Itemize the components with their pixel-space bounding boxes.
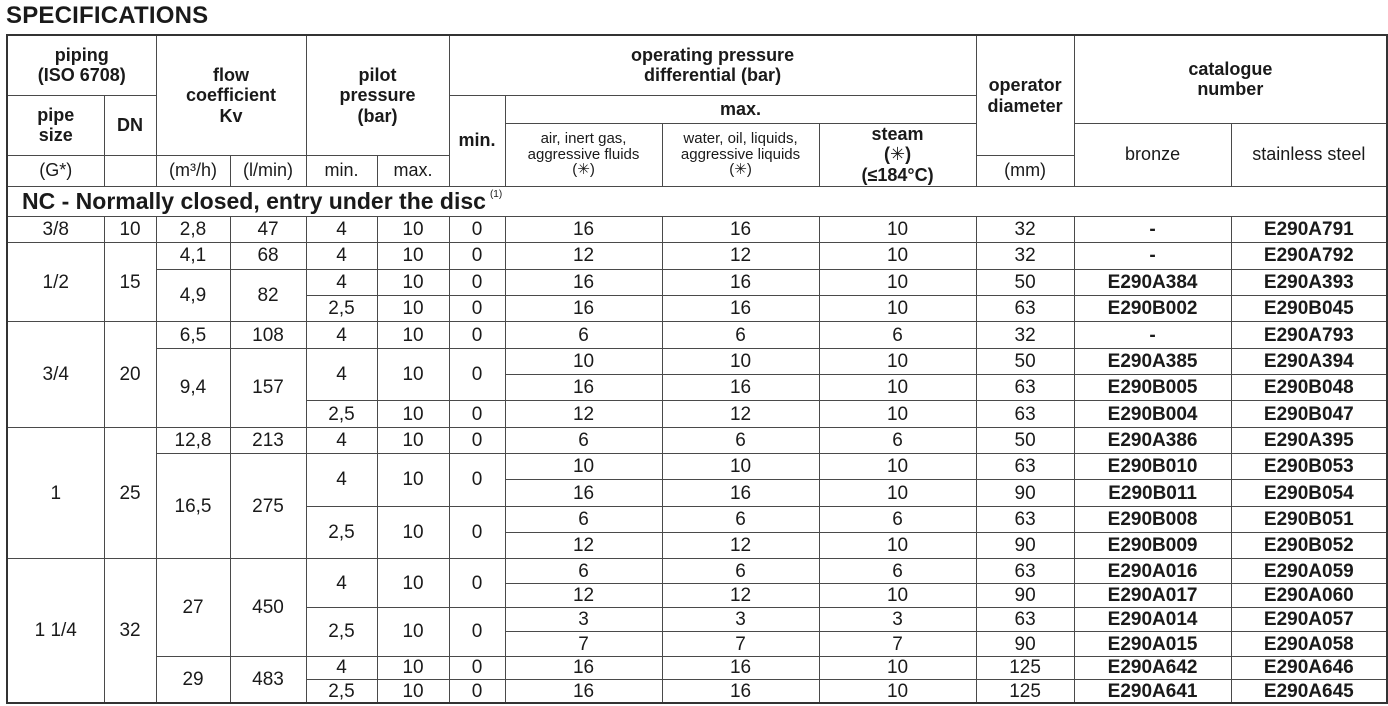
steam-header: [819, 123, 976, 186]
flow-m3h-cell: 9,4: [156, 348, 230, 427]
pilot-label-1: pilot: [358, 64, 397, 85]
pilot-label-2: pressure: [339, 85, 416, 106]
opd-min-cell: 0: [449, 454, 505, 507]
max-water-cell: 6: [662, 559, 819, 583]
pilot-min-cell: 2,5: [306, 296, 377, 322]
max-air-cell: 12: [505, 533, 662, 559]
operator-diameter-cell: 50: [976, 348, 1074, 374]
unit-m3h: (m³/h): [156, 156, 230, 186]
flow-m3h-cell: 4,1: [156, 243, 230, 269]
max-steam-cell: 6: [819, 427, 976, 453]
flow-label-1: flow: [213, 64, 250, 85]
max-steam-cell: 10: [819, 656, 976, 679]
cat-stainless-cell: E290A057: [1231, 608, 1387, 632]
unit-lmin: (l/min): [230, 156, 306, 186]
flow-m3h-cell: 12,8: [156, 427, 230, 453]
pilot-min-cell: 4: [306, 216, 377, 242]
operator-diameter-cell: 90: [976, 583, 1074, 607]
dn-cell: 10: [104, 216, 156, 242]
operator-diameter-cell: 90: [976, 533, 1074, 559]
max-steam-cell: 10: [819, 401, 976, 427]
flow-m3h-cell: 29: [156, 656, 230, 703]
piping-header: [7, 35, 156, 95]
max-water-cell: 16: [662, 296, 819, 322]
table-row: [7, 656, 1387, 679]
max-steam-cell: 6: [819, 322, 976, 348]
max-steam-cell: 10: [819, 348, 976, 374]
cat-bronze-cell: E290B010: [1074, 454, 1231, 480]
max-steam-cell: 10: [819, 454, 976, 480]
cat-stainless-cell: E290A059: [1231, 559, 1387, 583]
flow-lmin-cell: 450: [230, 559, 306, 656]
cat-stainless-cell: E290B047: [1231, 401, 1387, 427]
flow-lmin-cell: 213: [230, 427, 306, 453]
max-water-cell: 16: [662, 680, 819, 704]
pilot-min-cell: 4: [306, 427, 377, 453]
max-air-cell: 3: [505, 608, 662, 632]
air-label-1: air, inert gas,: [540, 129, 627, 147]
pilot-max-cell: 10: [377, 608, 449, 657]
max-water-cell: 12: [662, 243, 819, 269]
opd-min-cell: 0: [449, 506, 505, 559]
cat-bronze-cell: E290A384: [1074, 269, 1231, 295]
max-air-cell: 16: [505, 680, 662, 704]
opdia-label-1: operator: [988, 74, 1062, 95]
cat-stainless-cell: E290B048: [1231, 375, 1387, 401]
unit-max: max.: [377, 156, 449, 186]
table-header: [7, 35, 1387, 186]
cat-stainless-cell: E290B051: [1231, 506, 1387, 532]
steam-label-1: steam: [871, 123, 924, 144]
flow-lmin-cell: 108: [230, 322, 306, 348]
pilot-min-cell: 2,5: [306, 680, 377, 704]
pipe-size-header: [7, 95, 104, 156]
cat-stainless-cell: E290A792: [1231, 243, 1387, 269]
max-air-cell: 16: [505, 269, 662, 295]
cat-stainless-cell: E290A395: [1231, 427, 1387, 453]
operator-diameter-cell: 32: [976, 216, 1074, 242]
max-air-cell: 6: [505, 559, 662, 583]
flow-label-3: Kv: [219, 105, 243, 126]
pilot-max-cell: 10: [377, 427, 449, 453]
flow-m3h-cell: 6,5: [156, 322, 230, 348]
opd-min-cell: 0: [449, 680, 505, 704]
section-row: [7, 186, 1387, 216]
opd-min-cell: 0: [449, 322, 505, 348]
max-header: max.: [505, 95, 976, 123]
max-air-cell: 7: [505, 632, 662, 656]
max-water-cell: 12: [662, 401, 819, 427]
pilot-min-cell: 4: [306, 454, 377, 507]
flow-coefficient-header: [156, 35, 306, 156]
pilot-max-cell: 10: [377, 348, 449, 401]
pilot-max-cell: 10: [377, 269, 449, 295]
pipe-label-2: size: [38, 125, 73, 146]
max-air-cell: 16: [505, 216, 662, 242]
operator-diameter-cell: 125: [976, 656, 1074, 679]
max-water-cell: 10: [662, 348, 819, 374]
unit-min: min.: [306, 156, 377, 186]
max-water-cell: 3: [662, 608, 819, 632]
pilot-max-cell: 10: [377, 506, 449, 559]
max-water-cell: 16: [662, 656, 819, 679]
stainless-steel-header: stainless steel: [1231, 123, 1387, 186]
max-water-cell: 12: [662, 533, 819, 559]
air-label-3: (✳): [572, 161, 595, 179]
steam-label-2: (✳): [884, 144, 912, 165]
max-water-cell: 6: [662, 427, 819, 453]
cat-stainless-cell: E290B052: [1231, 533, 1387, 559]
max-water-cell: 10: [662, 454, 819, 480]
max-air-cell: 16: [505, 656, 662, 679]
operator-diameter-cell: 125: [976, 680, 1074, 704]
max-air-cell: 10: [505, 348, 662, 374]
max-steam-cell: 6: [819, 559, 976, 583]
flow-m3h-cell: 27: [156, 559, 230, 656]
air-gas-header: [505, 123, 662, 186]
flow-lmin-cell: 68: [230, 243, 306, 269]
cat-bronze-cell: E290B002: [1074, 296, 1231, 322]
operator-diameter-cell: 32: [976, 322, 1074, 348]
opd-label-1: operating pressure: [631, 44, 795, 65]
table-row: [7, 269, 1387, 295]
flow-m3h-cell: 2,8: [156, 216, 230, 242]
water-label-1: water, oil, liquids,: [683, 129, 798, 147]
operator-diameter-cell: 90: [976, 480, 1074, 506]
opd-min-cell: 0: [449, 427, 505, 453]
cat-bronze-cell: -: [1074, 243, 1231, 269]
cat-bronze-cell: E290A642: [1074, 656, 1231, 679]
cat-stainless-cell: E290A393: [1231, 269, 1387, 295]
cat-bronze-cell: E290B008: [1074, 506, 1231, 532]
opd-min-cell: 0: [449, 401, 505, 427]
opd-min-cell: 0: [449, 559, 505, 608]
cat-bronze-cell: -: [1074, 322, 1231, 348]
water-label-2: aggressive liquids: [680, 145, 801, 163]
cat-stainless-cell: E290B054: [1231, 480, 1387, 506]
pilot-min-cell: 4: [306, 656, 377, 679]
operator-diameter-cell: 90: [976, 632, 1074, 656]
max-air-cell: 16: [505, 480, 662, 506]
max-steam-cell: 10: [819, 375, 976, 401]
max-air-cell: 6: [505, 506, 662, 532]
catalogue-number-header: [1074, 35, 1387, 123]
cat-label-2: number: [1197, 79, 1264, 100]
pilot-max-cell: 10: [377, 243, 449, 269]
pilot-max-cell: 10: [377, 322, 449, 348]
cat-stainless-cell: E290A791: [1231, 216, 1387, 242]
table-body: [7, 186, 1387, 703]
max-steam-cell: 3: [819, 608, 976, 632]
flow-m3h-cell: 16,5: [156, 454, 230, 559]
piping-label: piping: [54, 44, 109, 65]
max-air-cell: 6: [505, 322, 662, 348]
pilot-min-cell: 2,5: [306, 608, 377, 657]
pipe-size-cell: 3/8: [7, 216, 104, 242]
pilot-min-cell: 4: [306, 243, 377, 269]
cat-label-1: catalogue: [1188, 58, 1273, 79]
cat-stainless-cell: E290A646: [1231, 656, 1387, 679]
pipe-size-cell: 1/2: [7, 243, 104, 322]
cat-bronze-cell: E290B009: [1074, 533, 1231, 559]
table-row: [7, 322, 1387, 348]
pipe-label-1: pipe: [37, 104, 75, 125]
pilot-min-cell: 2,5: [306, 506, 377, 559]
operator-diameter-header: [976, 35, 1074, 156]
max-air-cell: 16: [505, 375, 662, 401]
table-row: [7, 243, 1387, 269]
unit-mm: (mm): [976, 156, 1074, 186]
pilot-max-cell: 10: [377, 454, 449, 507]
table-row: [7, 348, 1387, 374]
cat-bronze-cell: -: [1074, 216, 1231, 242]
table-row: [7, 216, 1387, 242]
pipe-size-cell: 1: [7, 427, 104, 559]
flow-lmin-cell: 157: [230, 348, 306, 427]
specifications-table: [6, 34, 1388, 704]
operator-diameter-cell: 63: [976, 506, 1074, 532]
operating-pressure-header: [449, 35, 976, 95]
cat-bronze-cell: E290B004: [1074, 401, 1231, 427]
pilot-max-cell: 10: [377, 680, 449, 704]
piping-standard: (ISO 6708): [37, 65, 126, 86]
flow-m3h-cell: 4,9: [156, 269, 230, 322]
max-steam-cell: 10: [819, 269, 976, 295]
table-row: [7, 559, 1387, 583]
max-steam-cell: 10: [819, 583, 976, 607]
cat-stainless-cell: E290A793: [1231, 322, 1387, 348]
opd-min-cell: 0: [449, 608, 505, 657]
max-steam-cell: 10: [819, 533, 976, 559]
table-row: [7, 427, 1387, 453]
max-air-cell: 6: [505, 427, 662, 453]
operator-diameter-cell: 63: [976, 401, 1074, 427]
opdia-label-2: diameter: [987, 95, 1063, 116]
max-water-cell: 16: [662, 269, 819, 295]
operator-diameter-cell: 63: [976, 296, 1074, 322]
flow-lmin-cell: 275: [230, 454, 306, 559]
max-air-cell: 12: [505, 401, 662, 427]
pilot-pressure-header: [306, 35, 449, 156]
cat-bronze-cell: E290A641: [1074, 680, 1231, 704]
max-water-cell: 16: [662, 216, 819, 242]
dn-cell: 32: [104, 559, 156, 703]
opd-min-cell: 0: [449, 348, 505, 401]
cat-bronze-cell: E290A015: [1074, 632, 1231, 656]
table-row: [7, 454, 1387, 480]
pilot-min-cell: 4: [306, 322, 377, 348]
cat-stainless-cell: E290A645: [1231, 680, 1387, 704]
max-steam-cell: 6: [819, 506, 976, 532]
flow-lmin-cell: 483: [230, 656, 306, 703]
pipe-size-cell: 3/4: [7, 322, 104, 427]
pilot-min-cell: 4: [306, 348, 377, 401]
section-label: NC - Normally closed, entry under the disc: [22, 187, 486, 214]
operator-diameter-cell: 50: [976, 427, 1074, 453]
pilot-max-cell: 10: [377, 656, 449, 679]
cat-bronze-cell: E290A385: [1074, 348, 1231, 374]
opd-min-cell: 0: [449, 216, 505, 242]
flow-label-2: coefficient: [186, 85, 277, 106]
cat-bronze-cell: E290A016: [1074, 559, 1231, 583]
opd-min-cell: 0: [449, 656, 505, 679]
pilot-max-cell: 10: [377, 559, 449, 608]
page-title: SPECIFICATIONS: [6, 2, 209, 29]
dn-cell: 20: [104, 322, 156, 427]
max-steam-cell: 10: [819, 480, 976, 506]
dn-header: DN: [104, 95, 156, 156]
max-air-cell: 16: [505, 296, 662, 322]
max-steam-cell: 10: [819, 216, 976, 242]
pilot-max-cell: 10: [377, 216, 449, 242]
dn-cell: 15: [104, 243, 156, 322]
max-steam-cell: 10: [819, 680, 976, 704]
max-steam-cell: 7: [819, 632, 976, 656]
pilot-min-cell: 2,5: [306, 401, 377, 427]
opd-min-cell: 0: [449, 269, 505, 295]
operator-diameter-cell: 63: [976, 454, 1074, 480]
pilot-label-3: (bar): [357, 105, 398, 126]
cat-bronze-cell: E290A386: [1074, 427, 1231, 453]
opd-min-cell: 0: [449, 243, 505, 269]
pilot-min-cell: 4: [306, 269, 377, 295]
min-header: min.: [449, 95, 505, 186]
opd-label-2: differential (bar): [644, 65, 782, 86]
max-water-cell: 16: [662, 480, 819, 506]
flow-lmin-cell: 47: [230, 216, 306, 242]
max-water-cell: 6: [662, 506, 819, 532]
operator-diameter-cell: 32: [976, 243, 1074, 269]
unit-blank: [104, 156, 156, 186]
max-water-cell: 7: [662, 632, 819, 656]
pilot-max-cell: 10: [377, 296, 449, 322]
flow-lmin-cell: 82: [230, 269, 306, 322]
max-water-cell: 16: [662, 375, 819, 401]
section-footnote: (1): [489, 188, 503, 200]
operator-diameter-cell: 50: [976, 269, 1074, 295]
cat-stainless-cell: E290A058: [1231, 632, 1387, 656]
water-oil-header: [662, 123, 819, 186]
cat-bronze-cell: E290B005: [1074, 375, 1231, 401]
max-steam-cell: 10: [819, 296, 976, 322]
dn-cell: 25: [104, 427, 156, 559]
operator-diameter-cell: 63: [976, 375, 1074, 401]
water-label-3: (✳): [729, 161, 752, 179]
steam-label-3: (≤184°C): [861, 164, 934, 185]
max-air-cell: 12: [505, 583, 662, 607]
pipe-size-cell: 1 1/4: [7, 559, 104, 703]
cat-bronze-cell: E290A017: [1074, 583, 1231, 607]
pilot-min-cell: 4: [306, 559, 377, 608]
pilot-max-cell: 10: [377, 401, 449, 427]
cat-stainless-cell: E290A394: [1231, 348, 1387, 374]
max-water-cell: 6: [662, 322, 819, 348]
max-steam-cell: 10: [819, 243, 976, 269]
cat-stainless-cell: E290B053: [1231, 454, 1387, 480]
max-water-cell: 12: [662, 583, 819, 607]
max-air-cell: 12: [505, 243, 662, 269]
operator-diameter-cell: 63: [976, 608, 1074, 632]
cat-bronze-cell: E290A014: [1074, 608, 1231, 632]
opd-min-cell: 0: [449, 296, 505, 322]
air-label-2: aggressive fluids: [527, 145, 640, 163]
section-title: [7, 186, 1387, 216]
max-air-cell: 10: [505, 454, 662, 480]
operator-diameter-cell: 63: [976, 559, 1074, 583]
cat-bronze-cell: E290B011: [1074, 480, 1231, 506]
cat-stainless-cell: E290B045: [1231, 296, 1387, 322]
unit-g: (G*): [7, 156, 104, 186]
cat-stainless-cell: E290A060: [1231, 583, 1387, 607]
bronze-header: bronze: [1074, 123, 1231, 186]
